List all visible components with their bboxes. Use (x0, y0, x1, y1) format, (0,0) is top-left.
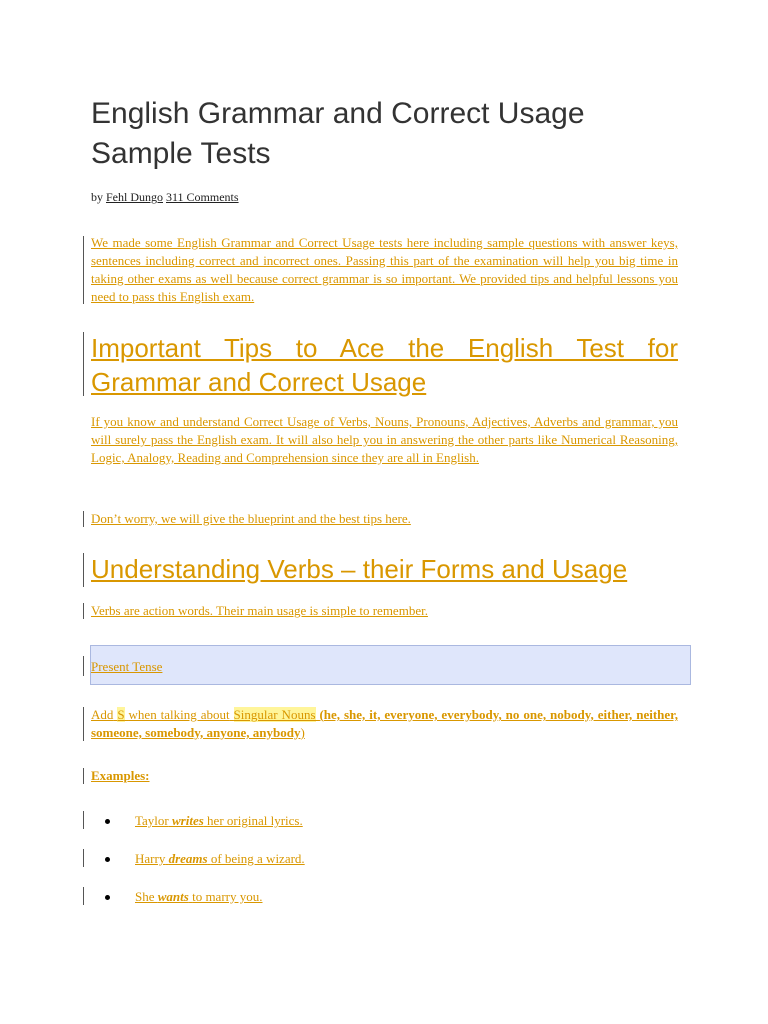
revision-bar (83, 603, 84, 619)
section-heading-tips-link[interactable]: Important Tips to Ace the English Test for Grammar and Correct Usage (91, 333, 678, 397)
rule-open-paren: ( (319, 707, 324, 722)
author-link[interactable]: Fehl Dungo (106, 190, 163, 204)
bullet-icon (105, 857, 110, 862)
page-title: English Grammar and Correct Usage Sample Tests (91, 97, 585, 170)
revision-bar (83, 707, 84, 741)
revision-bar (83, 511, 84, 527)
section-heading-verbs-link[interactable]: Understanding Verbs – their Forms and Usage (91, 554, 628, 584)
revision-bar (83, 553, 84, 587)
revision-bar (83, 236, 84, 304)
section-heading-verbs (91, 552, 678, 586)
tips-paragraph[interactable]: If you know and understand Correct Usage of Verbs, Nouns, Pronouns, Adjectives, Adverbs and grammar, you will surely pass the English exam. It will also help you in answering the other parts like Numerical Reasoning, Logic, Analogy, Reading and Comprehension since they are all in English. (91, 414, 678, 465)
example-text[interactable]: She wants to marry you. (135, 889, 263, 904)
revision-bar (83, 768, 84, 784)
revision-bar (83, 811, 84, 829)
rule-pronoun-list: he, she, it, everyone, everybody, no one, nobody, either, neither, someone, somebody, anyone, anybody (91, 707, 678, 740)
blueprint-paragraph[interactable]: Don’t worry, we will give the blueprint and the best tips here. (91, 511, 411, 526)
section-heading-tips (91, 331, 678, 399)
bullet-icon (105, 895, 110, 900)
present-tense-label[interactable]: Present Tense (91, 659, 163, 674)
rule-when: when talking about (128, 707, 230, 722)
revision-bar (83, 332, 84, 396)
bullet-icon (105, 819, 110, 824)
comments-link[interactable]: 311 Comments (166, 190, 239, 204)
example-text[interactable]: Taylor writes her original lyrics. (135, 813, 303, 828)
rule-close-paren: ) (300, 725, 305, 740)
singular-rule[interactable] (91, 706, 678, 742)
example-text[interactable]: Harry dreams of being a wizard. (135, 851, 305, 866)
verbs-paragraph[interactable]: Verbs are action words. Their main usage is simple to remember. (91, 603, 428, 618)
revision-bar (83, 656, 84, 676)
rule-add: Add (91, 707, 114, 722)
byline (91, 190, 239, 205)
revision-bar (83, 849, 84, 867)
intro-paragraph[interactable]: We made some English Grammar and Correct Usage tests here including sample questions with answer keys, sentences including correct and incorrect ones. Passing this part of the examination will help you big time in taking other exams as well because correct grammar is so important. We provided tips and helpful lessons you need to pass this English exam. (91, 235, 678, 304)
revision-bar (83, 887, 84, 905)
examples-label: Examples: (91, 768, 150, 783)
rule-singular-nouns: Singular Nouns (233, 707, 316, 722)
rule-s: S (117, 707, 125, 722)
present-tense-box (90, 645, 691, 685)
byline-prefix: by (91, 190, 103, 204)
